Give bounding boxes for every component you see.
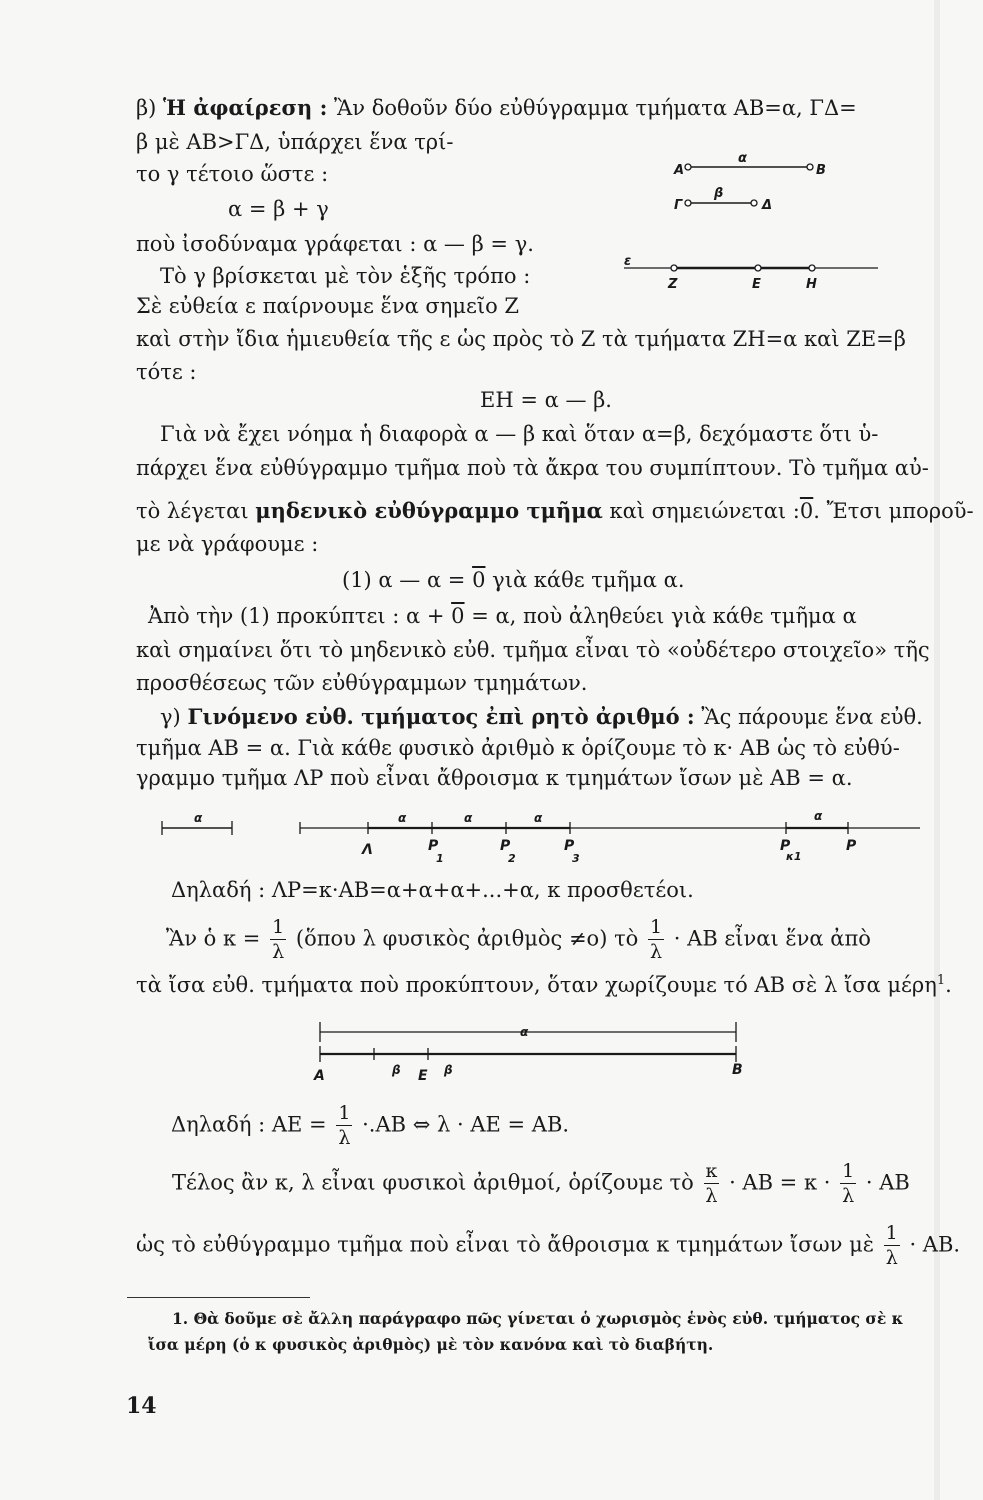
point-label: Δ xyxy=(762,198,773,211)
segment-label: α xyxy=(814,809,823,823)
figure-multiples xyxy=(158,808,924,870)
point-label: Β xyxy=(816,163,826,178)
line-label: ε xyxy=(624,254,632,269)
point-label: Β xyxy=(732,1062,743,1078)
point-label: Α xyxy=(314,1068,325,1082)
text-line: β μὲ ΑΒ>ΓΔ, ὑπάρχει ἕνα τρί- xyxy=(136,130,454,154)
equation: α = β + γ xyxy=(228,197,329,221)
point-subscript: κ1 xyxy=(786,850,802,863)
segment-label: α xyxy=(464,811,473,825)
segment-label: α xyxy=(738,151,747,166)
text-line: τότε : xyxy=(136,360,197,384)
text-line-fraction: ὡς τὸ εὐθύγραμμο τμῆμα ποὺ εἶναι τὸ ἄθροισμα κ τμημάτων ἴσων μὲ $\frac{1}{\lambda}$ · ΑΒ. xyxy=(136,1222,961,1269)
segment-label: α xyxy=(194,811,203,825)
point-label: Ρ xyxy=(564,838,575,854)
text-line: καὶ στὴν ἴδια ἡμιευθεία τῆς ε ὡς πρὸς τὸ Ζ τὰ τμήματα ΖΗ=α καὶ ΖΕ=β xyxy=(136,327,906,351)
segment-label: β xyxy=(392,1063,401,1077)
text-line: Τὸ γ βρίσκεται μὲ τὸν ἑξῆς τρόπο : xyxy=(160,264,531,288)
section-gamma-heading: γ) Γινόμενο εὐθ. τμήματος ἐπὶ ρητὸ ἀριθμό : Ἂς πάρουμε ἕνα εὐθ. xyxy=(160,704,923,729)
point-label: Ρ xyxy=(780,838,791,854)
fraction: $\frac{\kappa}{\lambda}$ xyxy=(705,1160,718,1207)
point-label: Ζ xyxy=(668,277,678,292)
point-label: Ρ xyxy=(500,838,511,854)
text-line: τὰ ἴσα εὐθ. τμήματα ποὺ προκύπτουν, ὅταν χωρίζουμε τό ΑΒ σὲ λ ἴσα μέρη$^1$. xyxy=(136,973,952,997)
fraction: $\frac{1}{\lambda}$ xyxy=(842,1160,855,1207)
text-line: προσθέσεως τῶν εὐθύγραμμων τμημάτων. xyxy=(136,671,588,695)
segment-label: β xyxy=(714,186,724,201)
point-label: Λ xyxy=(362,842,373,858)
point-label: Ρ xyxy=(846,838,857,854)
text-line-zero-def: τὸ λέγεται μηδενικὸ εὐθύγραμμο τμῆμα καὶ σημειώνεται :0. Ἔτσι μποροῦ- xyxy=(136,498,974,523)
point-label: Α xyxy=(674,163,685,178)
point-subscript: 3 xyxy=(572,852,580,865)
page-number: 14 xyxy=(126,1393,157,1419)
segment-label: α xyxy=(520,1025,529,1039)
text-line: τμῆμα ΑΒ = α. Γιὰ κάθε φυσικὸ ἀριθμὸ κ ὁρίζουμε τὸ κ· ΑΒ ὡς τὸ εὐθύ- xyxy=(136,736,900,760)
fraction: $\frac{1}{\lambda}$ xyxy=(650,916,663,963)
text-line-fraction: Τέλος ἂν κ, λ εἶναι φυσικοὶ ἀριθμοί, ὁρίζουμε τὸ $\frac{\kappa}{\lambda}$ · ΑΒ = κ · $\frac{1}{\lambda}$ · ΑΒ xyxy=(172,1160,910,1207)
equation-1: (1) α — α = 0 γιὰ κάθε τμῆμα α. xyxy=(342,568,685,592)
footnote-mark: 1 xyxy=(936,973,946,988)
text-line: Σὲ εὐθεία ε παίρνουμε ἕνα σημεῖο Ζ xyxy=(136,294,520,318)
text-line-fraction: Ἂν ὁ κ = $\frac{1}{\lambda}$ (ὅπου λ φυσικὸς ἀριθμὸς ≠ο) τὸ $\frac{1}{\lambda}$ · ΑΒ εἶναι ἕνα ἀπὸ xyxy=(166,916,871,963)
text-line: με νὰ γράφουμε : xyxy=(136,532,319,556)
figure-division xyxy=(308,1012,758,1082)
text-line: Δηλαδή : ΛΡ=κ·ΑΒ=α+α+α+...+α, κ προσθετέοι. xyxy=(171,878,694,902)
zero-symbol: 0 xyxy=(799,499,814,523)
point-label: Γ xyxy=(674,198,683,211)
figure-segments-ab-gd xyxy=(672,145,842,211)
point-subscript: 1 xyxy=(436,852,444,865)
figure-line-epsilon xyxy=(620,252,882,294)
text-line: Ἀπὸ τὴν (1) προκύπτει : α + 0 = α, ποὺ ἀληθεύει γιὰ κάθε τμῆμα α xyxy=(148,604,857,628)
segment-label: α xyxy=(534,811,543,825)
text-line: το γ τέτοιο ὥστε : xyxy=(136,162,329,186)
point-label: Ε xyxy=(752,277,761,292)
fraction: $\frac{1}{\lambda}$ xyxy=(338,1102,351,1149)
point-subscript: 2 xyxy=(508,852,516,865)
footnote-line: 1. Θὰ δοῦμε σὲ ἄλλη παράγραφο πῶς γίνεται ὁ χωρισμὸς ἑνὸς εὐθ. τμήματος σὲ κ xyxy=(172,1309,904,1328)
footnote-rule xyxy=(127,1297,310,1298)
text-line: πάρχει ἕνα εὐθύγραμμο τμῆμα ποὺ τὰ ἄκρα του συμπίπτουν. Τὸ τμῆμα αὐ- xyxy=(136,456,929,480)
point-label: Η xyxy=(806,277,817,292)
text-line: Γιὰ νὰ ἔχει νόημα ἡ διαφορὰ α — β καὶ ὅταν α=β, δεχόμαστε ὅτι ὑ- xyxy=(160,422,879,446)
fraction: $\frac{1}{\lambda}$ xyxy=(272,916,285,963)
segment-label: α xyxy=(398,811,407,825)
page-edge xyxy=(934,0,940,1500)
point-label: Ε xyxy=(418,1068,428,1082)
section-beta-heading: β) Ἡ ἀφαίρεση : Ἂν δοθοῦν δύο εὐθύγραμμα τμήματα ΑΒ=α, ΓΔ= xyxy=(136,95,857,120)
term-zero-segment: μηδενικὸ εὐθύγραμμο τμῆμα xyxy=(255,498,603,523)
text-line: καὶ σημαίνει ὅτι τὸ μηδενικὸ εὐθ. τμῆμα εἶναι τὸ «οὐδέτερο στοιχεῖο» τῆς xyxy=(136,638,930,662)
segment-label: β xyxy=(444,1063,453,1077)
footnote-line: ἴσα μέρη (ὁ κ φυσικὸς ἀριθμὸς) μὲ τὸν κανόνα καὶ τὸ διαβήτη. xyxy=(148,1335,714,1354)
text-line: ποὺ ἰσοδύναμα γράφεται : α — β = γ. xyxy=(136,232,534,256)
text-line-fraction: Δηλαδή : ΑΕ = $\frac{1}{\lambda}$ ·.ΑΒ ⇔ λ · ΑΕ = ΑΒ. xyxy=(171,1102,570,1149)
fraction: $\frac{1}{\lambda}$ xyxy=(885,1222,898,1269)
text-line: γραμμο τμῆμα ΛΡ ποὺ εἶναι ἄθροισμα κ τμημάτων ἴσων μὲ ΑΒ = α. xyxy=(136,766,853,790)
point-label: Ρ xyxy=(428,838,439,854)
equation: ΕΗ = α — β. xyxy=(480,388,612,412)
